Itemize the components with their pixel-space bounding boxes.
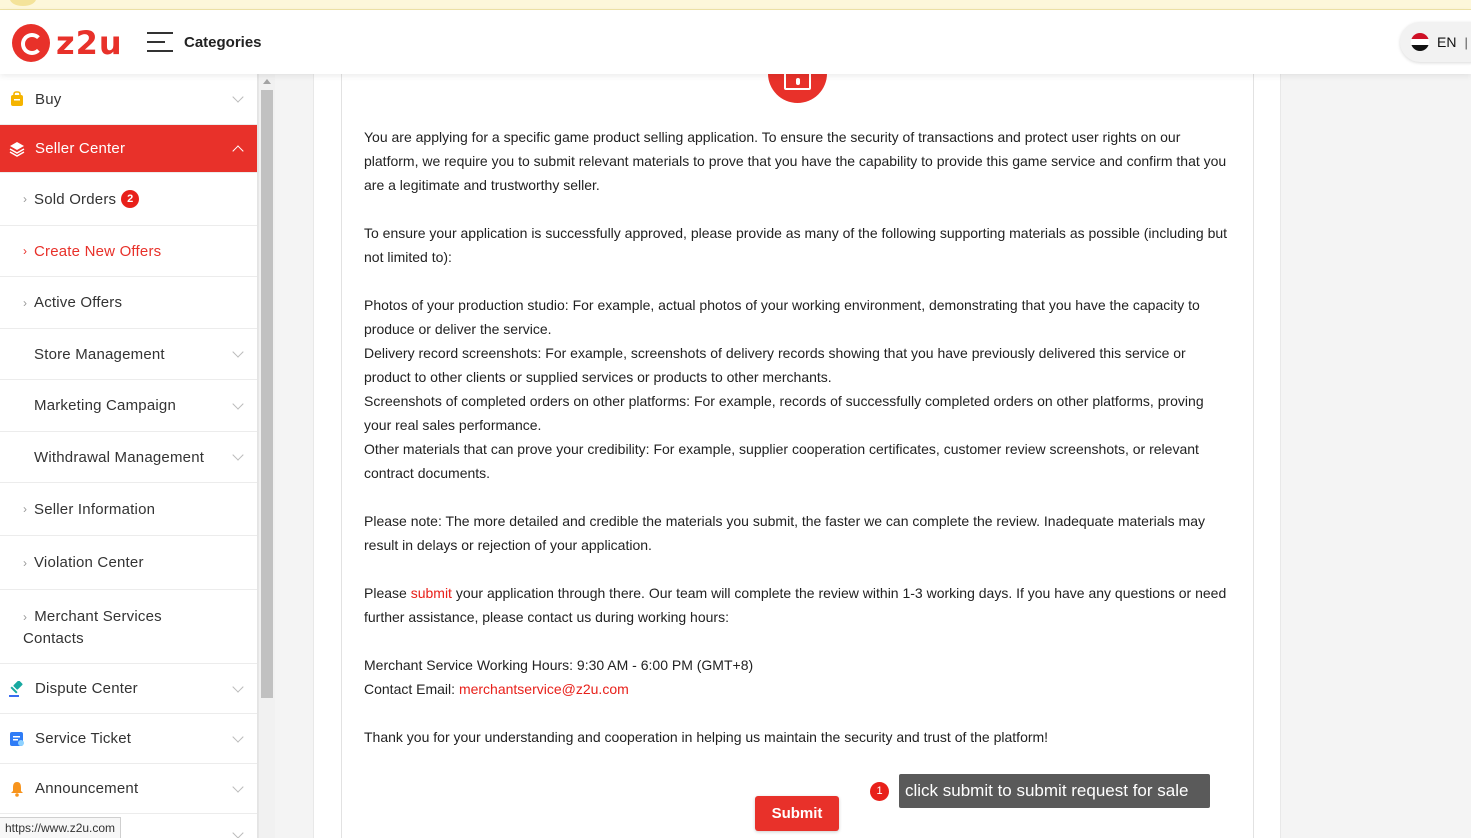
sidebar-item-withdrawal-management[interactable] xyxy=(0,432,258,483)
material-item-credibility: Other materials that can prove your credibility: For example, supplier cooperation certificates, customer review screenshots, or relevant contract documents. xyxy=(364,441,1199,481)
chevron-right-icon: › xyxy=(23,192,27,206)
status-bar-url: https://www.z2u.com xyxy=(0,817,121,838)
logo-mark-icon xyxy=(12,24,50,62)
bell-icon xyxy=(9,781,25,797)
sidebar-item-label: Announcement xyxy=(35,780,139,797)
sidebar-item-announcement[interactable] xyxy=(0,764,258,814)
submit-instructions-paragraph xyxy=(364,581,1234,629)
sidebar-item-label: Buy xyxy=(35,90,62,108)
sidebar-item-buy[interactable] xyxy=(0,74,258,125)
chevron-down-icon xyxy=(232,346,243,357)
chevron-down-icon xyxy=(232,449,243,460)
material-item-delivery-records: Delivery record screenshots: For example, screenshots of delivery records showing that you have previously delivered this service or product to other clients or supplied services or products to other merchants. xyxy=(364,345,1186,385)
layers-icon xyxy=(9,141,25,157)
top-header xyxy=(0,10,1471,74)
chevron-up-icon xyxy=(232,145,243,156)
sidebar-item-seller-center[interactable] xyxy=(0,125,258,173)
sidebar-item-seller-information[interactable] xyxy=(0,483,258,536)
sidebar-item-label: Seller Center xyxy=(35,140,126,157)
language-selector[interactable] xyxy=(1400,22,1471,62)
sidebar-item-label xyxy=(23,606,193,649)
sidebar-item-dispute-center[interactable] xyxy=(0,664,258,714)
scroll-up-arrow-icon[interactable] xyxy=(263,79,271,84)
egypt-flag-icon xyxy=(1411,33,1429,51)
z2u-logo[interactable] xyxy=(12,24,123,62)
working-hours: Merchant Service Working Hours: 9:30 AM - 6:00 PM (GMT+8) xyxy=(364,657,754,673)
sidebar-item-violation-center[interactable] xyxy=(0,536,258,590)
material-item-completed-orders: Screenshots of completed orders on other platforms: For example, records of successfully completed orders on other platforms, proving your real sales performance. xyxy=(364,393,1204,433)
email-link[interactable]: merchantservice@z2u.com xyxy=(458,681,629,697)
materials-intro-paragraph: To ensure your application is successfully approved, please provide as many of the following supporting materials as possible (including but not limited to): xyxy=(364,225,1228,265)
gavel-icon xyxy=(9,681,25,697)
chevron-right-icon: › xyxy=(23,610,28,624)
sidebar-item-create-new-offers[interactable] xyxy=(0,226,258,277)
sidebar-item-active-offers[interactable] xyxy=(0,277,258,329)
lock-keyhole-shape xyxy=(796,78,800,85)
scrollbar-thumb[interactable] xyxy=(261,90,273,698)
chevron-down-icon xyxy=(232,681,243,692)
sidebar-item-label: Seller Information xyxy=(34,500,156,518)
chevron-right-icon: › xyxy=(23,555,27,570)
sidebar-item-label: Create New Offers xyxy=(34,242,162,260)
chevron-down-icon xyxy=(232,827,243,838)
sidebar-item-store-management[interactable] xyxy=(0,329,258,380)
sidebar-item-label: Service Ticket xyxy=(35,730,132,747)
hamburger-menu-icon xyxy=(147,32,173,52)
sidebar-item-label: Store Management xyxy=(34,345,165,363)
contact-email-line xyxy=(364,677,1234,701)
submit-link[interactable]: submit xyxy=(410,585,452,601)
chevron-right-icon: › xyxy=(23,244,27,258)
sidebar-item-sold-orders[interactable] xyxy=(0,173,258,226)
language-separator: | xyxy=(1464,34,1468,50)
sidebar-item-marketing-campaign[interactable] xyxy=(0,380,258,432)
language-label: EN xyxy=(1437,34,1457,50)
logo-text: z2u xyxy=(56,24,123,62)
sidebar-item-label: Withdrawal Management xyxy=(34,448,205,466)
notification-strip xyxy=(0,0,1471,10)
submit-button[interactable]: Submit xyxy=(755,796,839,831)
sidebar-item-label: Marketing Campaign xyxy=(34,397,176,414)
sidebar-item-label: Violation Center xyxy=(34,554,144,571)
merchant-services-text: Merchant Services Contacts xyxy=(23,608,162,647)
application-instructions xyxy=(364,125,1234,773)
shopping-bag-icon xyxy=(9,91,25,107)
notification-icon xyxy=(10,0,36,6)
thanks-paragraph: Thank you for your understanding and cooperation in helping us maintain the security and trust of the platform! xyxy=(364,729,1049,745)
ticket-icon xyxy=(9,731,25,747)
categories-label: Categories xyxy=(184,33,262,51)
guide-tooltip: click submit to submit request for sale xyxy=(899,774,1210,808)
submit-post-text: your application through there. Our team will complete the review within 1-3 working days. If you have any questions or need further assistance, please contact us during working hours: xyxy=(364,585,1227,625)
sidebar-item-merchant-services-contacts[interactable] xyxy=(0,590,258,664)
sidebar-item-service-ticket[interactable] xyxy=(0,714,258,764)
chevron-right-icon: › xyxy=(23,502,27,516)
sidebar xyxy=(0,74,258,838)
chevron-down-icon xyxy=(232,781,243,792)
categories-button[interactable] xyxy=(147,30,262,54)
chevron-right-icon: › xyxy=(23,295,27,310)
email-label: Contact Email: xyxy=(364,681,459,697)
sidebar-item-label: Sold Orders xyxy=(34,190,117,208)
note-paragraph: Please note: The more detailed and credible the materials you submit, the faster we can complete the review. Inadequate materials may result in delays or rejection of your application. xyxy=(364,513,1205,553)
chevron-down-icon xyxy=(232,398,243,409)
sidebar-item-label: Active Offers xyxy=(34,294,123,311)
sold-orders-count-badge: 2 xyxy=(121,190,139,208)
chevron-down-icon xyxy=(232,731,243,742)
submit-pre-text: Please xyxy=(364,585,411,601)
material-item-studio-photos: Photos of your production studio: For example, actual photos of your working environment, demonstrating that you have the capacity to produce or deliver the service. xyxy=(364,297,1200,337)
sidebar-scrollbar[interactable] xyxy=(258,74,275,838)
guide-step-marker: 1 xyxy=(870,782,889,801)
chevron-down-icon xyxy=(232,91,243,102)
intro-paragraph: You are applying for a specific game product selling application. To ensure the security of transactions and protect user rights on our platform, we require you to submit relevant materials to prove that you have the capability to provide this game service and confirm that you are a legitimate and trustworthy seller. xyxy=(364,129,1227,193)
sidebar-item-label: Dispute Center xyxy=(35,680,138,697)
